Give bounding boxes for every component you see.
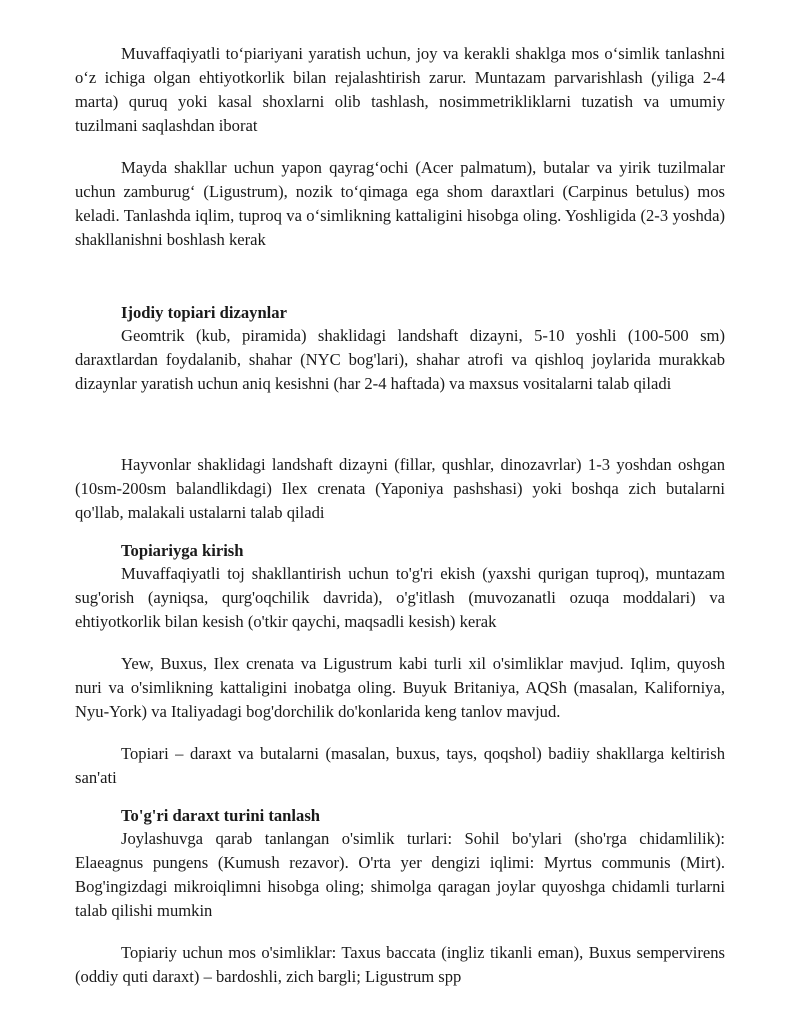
section-spacer [75,396,725,453]
paragraph-varieties: Yew, Buxus, Ilex crenata va Ligustrum kabi turli xil o'simliklar mavjud. Iqlim, quyosh nuri va o'simlikning kattaligini inobatga oling. Buyuk Britaniya, AQSh (masalan, Kaliforniya, Nyu-York) va Italiyadagi bog'dorchilik do'konlarida keng tanlov mavjud. [75,654,725,721]
paragraph-spacer [75,923,725,941]
paragraph-spacer [75,724,725,742]
paragraph-geometric: Geomtrik (kub, piramida) shaklidagi landshaft dizayni, 5-10 yoshli (100-500 sm) daraxtlardan foydalanib, shahar (NYC bog'lari), shahar atrofi va qishloq joylarida murakkab dizaynlar yaratish uchun aniq kesishni (har 2-4 haftada) va maxsus vositalarni talab qiladi [75,326,725,393]
paragraph-spacer [75,634,725,652]
document-page [75,42,725,989]
section-spacer [75,252,725,301]
paragraph-planning: Muvaffaqiyatli to‘piariyani yaratish uchun, joy va kerakli shaklga mos o‘simlik tanlashni o‘z ichiga olgan ehtiyotkorlik bilan rejalashtirish zarur. Muntazam parvarishlash (yiliga 2-4 marta) quruq yoki kasal shoxlarni olib tashlash, nosimmetrikliklarni tuzatish va umumiy tuzilmani saqlashdan iborat [75,44,725,135]
heading-creative-designs: Ijodiy topiari dizaynlar [121,303,287,322]
paragraph-suitable-plants: Topiariy uchun mos o'simliklar: Taxus baccata (ingliz tikanli eman), Buxus sempervirens (oddiy quti daraxt) – bardoshli, zich bargli; Ligustrum spp [75,943,725,986]
heading-introduction: Topiariyga kirish [121,541,244,560]
paragraph-definition: Topiari – daraxt va butalarni (masalan, buxus, tays, qoqshol) badiiy shakllarga keltirish san'ati [75,744,725,787]
paragraph-location: Joylashuvga qarab tanlangan o'simlik turlari: Sohil bo'ylari (sho'rga chidamlilik): Elaeagnus pungens (Kumush rezavor). O'rta yer dengizi iqlimi: Myrtus communis (Mirt). Bog'ingizdagi mikroiqlimni hisobga oling; shimolga qaragan joylar quyoshga chidamli turlarni talab qilishi mumkin [75,829,725,920]
paragraph-care: Muvaffaqiyatli toj shakllantirish uchun to'g'ri ekish (yaxshi qurigan tuproq), muntazam sug'orish (ayniqsa, qurg'oqchilik davrida), o'g'itlash (muvozanatli ozuqa moddalari) va ehtiyotkorlik bilan kesish (o'tkir qaychi, maqsadli kesish) kerak [75,564,725,631]
heading-choosing-species: To'g'ri daraxt turini tanlash [121,806,321,825]
section-spacer [75,790,725,804]
section-spacer [75,525,725,539]
paragraph-spacer [75,138,725,156]
paragraph-plant-choice: Mayda shakllar uchun yapon qayrag‘ochi (Acer palmatum), butalar va yirik tuzilmalar uchun zamburug‘ (Ligustrum), nozik to‘qimaga ega shom daraxtlari (Carpinus betulus) mos keladi. Tanlashda iqlim, tuproq va o‘simlikning kattaligini hisobga oling. Yoshligida (2-3 yoshda) shakllanishni boshlash kerak [75,158,725,249]
paragraph-animal-shapes: Hayvonlar shaklidagi landshaft dizayni (fillar, qushlar, dinozavrlar) 1-3 yoshdan oshgan (10sm-200sm balandlikdagi) Ilex crenata (Yaponiya pashshasi) yoki boshqa zich butalarni qo'llab, malakali ustalarni talab qiladi [75,455,725,522]
